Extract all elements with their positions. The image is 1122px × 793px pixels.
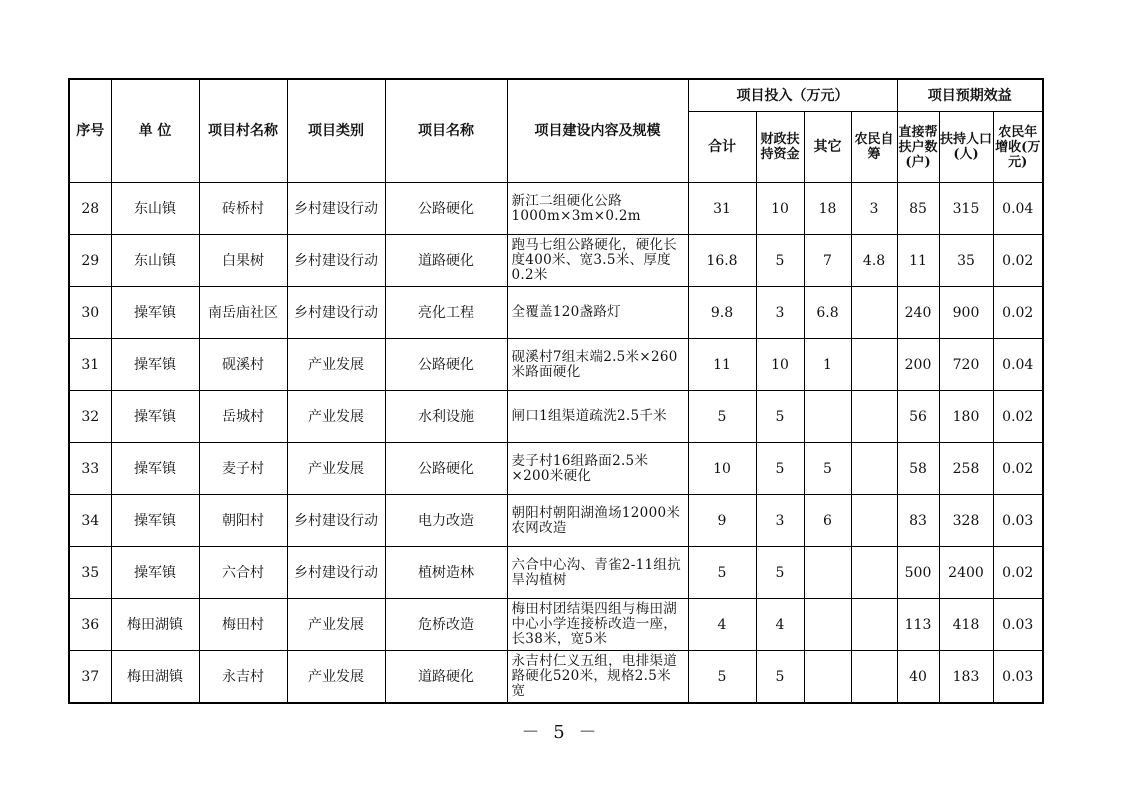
cell-village: 白果树 — [199, 235, 287, 287]
cell-fiscal: 10 — [756, 339, 804, 391]
table-row — [69, 599, 1043, 651]
table-row — [69, 651, 1043, 704]
header-category: 项目类别 — [287, 79, 385, 183]
cell-income: 0.02 — [993, 235, 1043, 287]
cell-project-name: 公路硬化 — [385, 443, 507, 495]
cell-seq: 36 — [69, 599, 111, 651]
table-row — [69, 339, 1043, 391]
cell-project-name: 亮化工程 — [385, 287, 507, 339]
cell-village: 砚溪村 — [199, 339, 287, 391]
cell-project-name: 道路硬化 — [385, 651, 507, 704]
cell-households: 11 — [897, 235, 939, 287]
cell-fiscal: 4 — [756, 599, 804, 651]
cell-project-name: 公路硬化 — [385, 183, 507, 235]
cell-other: 7 — [804, 235, 851, 287]
cell-project-name: 植树造林 — [385, 547, 507, 599]
cell-seq: 31 — [69, 339, 111, 391]
cell-population: 418 — [939, 599, 993, 651]
cell-village: 砖桥村 — [199, 183, 287, 235]
cell-fiscal: 5 — [756, 651, 804, 704]
cell-fiscal: 5 — [756, 235, 804, 287]
cell-population: 35 — [939, 235, 993, 287]
cell-total: 5 — [688, 547, 756, 599]
cell-village: 朝阳村 — [199, 495, 287, 547]
cell-unit: 东山镇 — [111, 235, 199, 287]
cell-other: 18 — [804, 183, 851, 235]
cell-farmer: 4.8 — [851, 235, 897, 287]
cell-other: 1 — [804, 339, 851, 391]
cell-seq: 34 — [69, 495, 111, 547]
header-village: 项目村名称 — [199, 79, 287, 183]
cell-other — [804, 391, 851, 443]
cell-village: 岳城村 — [199, 391, 287, 443]
cell-other — [804, 651, 851, 704]
cell-households: 83 — [897, 495, 939, 547]
cell-village: 南岳庙社区 — [199, 287, 287, 339]
cell-other: 6 — [804, 495, 851, 547]
cell-content: 闸口1组渠道疏洗2.5千米 — [507, 391, 688, 443]
cell-unit: 操军镇 — [111, 287, 199, 339]
cell-population: 2400 — [939, 547, 993, 599]
cell-other — [804, 599, 851, 651]
cell-category: 产业发展 — [287, 599, 385, 651]
cell-income: 0.02 — [993, 391, 1043, 443]
cell-content: 永吉村仁义五组，电排渠道路硬化520米，规格2.5米宽 — [507, 651, 688, 704]
cell-fiscal: 5 — [756, 547, 804, 599]
cell-farmer — [851, 547, 897, 599]
cell-households: 500 — [897, 547, 939, 599]
cell-income: 0.03 — [993, 651, 1043, 704]
cell-total: 9.8 — [688, 287, 756, 339]
header-content: 项目建设内容及规模 — [507, 79, 688, 183]
cell-content: 新江二组硬化公路1000m×3m×0.2m — [507, 183, 688, 235]
header-project-name: 项目名称 — [385, 79, 507, 183]
cell-farmer — [851, 495, 897, 547]
cell-households: 113 — [897, 599, 939, 651]
cell-population: 720 — [939, 339, 993, 391]
cell-total: 4 — [688, 599, 756, 651]
cell-population: 258 — [939, 443, 993, 495]
cell-project-name: 水利设施 — [385, 391, 507, 443]
cell-content: 麦子村16组路面2.5米×200米硬化 — [507, 443, 688, 495]
table-row — [69, 391, 1043, 443]
cell-content: 砚溪村7组末端2.5米×260米路面硬化 — [507, 339, 688, 391]
cell-population: 900 — [939, 287, 993, 339]
header-households: 直接帮扶户数(户) — [897, 112, 939, 183]
cell-seq: 33 — [69, 443, 111, 495]
cell-total: 5 — [688, 651, 756, 704]
header-seq: 序号 — [69, 79, 111, 183]
cell-income: 0.03 — [993, 495, 1043, 547]
table-row — [69, 287, 1043, 339]
cell-total: 5 — [688, 391, 756, 443]
cell-village: 永吉村 — [199, 651, 287, 704]
cell-other — [804, 547, 851, 599]
cell-income: 0.02 — [993, 287, 1043, 339]
table-row — [69, 235, 1043, 287]
cell-seq: 29 — [69, 235, 111, 287]
cell-population: 315 — [939, 183, 993, 235]
cell-income: 0.04 — [993, 339, 1043, 391]
cell-fiscal: 3 — [756, 495, 804, 547]
cell-fiscal: 10 — [756, 183, 804, 235]
table-row — [69, 547, 1043, 599]
cell-income: 0.02 — [993, 547, 1043, 599]
cell-content: 全覆盖120盏路灯 — [507, 287, 688, 339]
cell-farmer — [851, 651, 897, 704]
cell-category: 乡村建设行动 — [287, 235, 385, 287]
cell-population: 183 — [939, 651, 993, 704]
cell-fiscal: 3 — [756, 287, 804, 339]
cell-village: 梅田村 — [199, 599, 287, 651]
cell-households: 40 — [897, 651, 939, 704]
cell-population: 180 — [939, 391, 993, 443]
cell-total: 9 — [688, 495, 756, 547]
table-body — [69, 183, 1043, 704]
cell-seq: 32 — [69, 391, 111, 443]
cell-project-name: 道路硬化 — [385, 235, 507, 287]
cell-project-name: 危桥改造 — [385, 599, 507, 651]
cell-unit: 梅田湖镇 — [111, 651, 199, 704]
cell-project-name: 电力改造 — [385, 495, 507, 547]
cell-total: 11 — [688, 339, 756, 391]
cell-farmer — [851, 599, 897, 651]
header-income: 农民年增收(万元) — [993, 112, 1043, 183]
cell-content: 朝阳村朝阳湖渔场12000米农网改造 — [507, 495, 688, 547]
header-unit: 单 位 — [111, 79, 199, 183]
cell-seq: 28 — [69, 183, 111, 235]
cell-category: 乡村建设行动 — [287, 183, 385, 235]
cell-category: 乡村建设行动 — [287, 287, 385, 339]
cell-total: 10 — [688, 443, 756, 495]
cell-households: 85 — [897, 183, 939, 235]
cell-fiscal: 5 — [756, 443, 804, 495]
header-total: 合计 — [688, 112, 756, 183]
cell-category: 产业发展 — [287, 391, 385, 443]
cell-seq: 37 — [69, 651, 111, 704]
cell-category: 乡村建设行动 — [287, 547, 385, 599]
cell-unit: 操军镇 — [111, 495, 199, 547]
cell-other: 6.8 — [804, 287, 851, 339]
cell-unit: 东山镇 — [111, 183, 199, 235]
cell-farmer — [851, 391, 897, 443]
cell-farmer — [851, 287, 897, 339]
cell-content: 六合中心沟、青雀2-11组抗旱沟植树 — [507, 547, 688, 599]
table-row — [69, 443, 1043, 495]
header-other: 其它 — [804, 112, 851, 183]
cell-income: 0.02 — [993, 443, 1043, 495]
header-population: 扶持人口(人) — [939, 112, 993, 183]
cell-unit: 操军镇 — [111, 391, 199, 443]
cell-total: 31 — [688, 183, 756, 235]
cell-unit: 操军镇 — [111, 339, 199, 391]
project-table — [68, 78, 1044, 704]
cell-households: 200 — [897, 339, 939, 391]
header-farmer: 农民自筹 — [851, 112, 897, 183]
cell-content: 跑马七组公路硬化，硬化长度400米、宽3.5米、厚度0.2米 — [507, 235, 688, 287]
cell-total: 16.8 — [688, 235, 756, 287]
page-number: － 5 － — [521, 722, 601, 743]
cell-income: 0.03 — [993, 599, 1043, 651]
header-fiscal: 财政扶持资金 — [756, 112, 804, 183]
cell-seq: 30 — [69, 287, 111, 339]
cell-population: 328 — [939, 495, 993, 547]
cell-category: 乡村建设行动 — [287, 495, 385, 547]
header-investment-group: 项目投入（万元） — [688, 79, 897, 112]
cell-village: 六合村 — [199, 547, 287, 599]
cell-category: 产业发展 — [287, 651, 385, 704]
cell-project-name: 公路硬化 — [385, 339, 507, 391]
cell-farmer — [851, 443, 897, 495]
cell-other: 5 — [804, 443, 851, 495]
cell-category: 产业发展 — [287, 339, 385, 391]
cell-unit: 梅田湖镇 — [111, 599, 199, 651]
table-row — [69, 495, 1043, 547]
table-row — [69, 183, 1043, 235]
cell-households: 58 — [897, 443, 939, 495]
header-benefit-group: 项目预期效益 — [897, 79, 1043, 112]
cell-category: 产业发展 — [287, 443, 385, 495]
cell-seq: 35 — [69, 547, 111, 599]
cell-village: 麦子村 — [199, 443, 287, 495]
cell-households: 240 — [897, 287, 939, 339]
cell-unit: 操军镇 — [111, 547, 199, 599]
cell-fiscal: 5 — [756, 391, 804, 443]
cell-farmer: 3 — [851, 183, 897, 235]
cell-farmer — [851, 339, 897, 391]
cell-households: 56 — [897, 391, 939, 443]
cell-content: 梅田村团结渠四组与梅田湖中心小学连接桥改造一座，长38米，宽5米 — [507, 599, 688, 651]
cell-income: 0.04 — [993, 183, 1043, 235]
cell-unit: 操军镇 — [111, 443, 199, 495]
